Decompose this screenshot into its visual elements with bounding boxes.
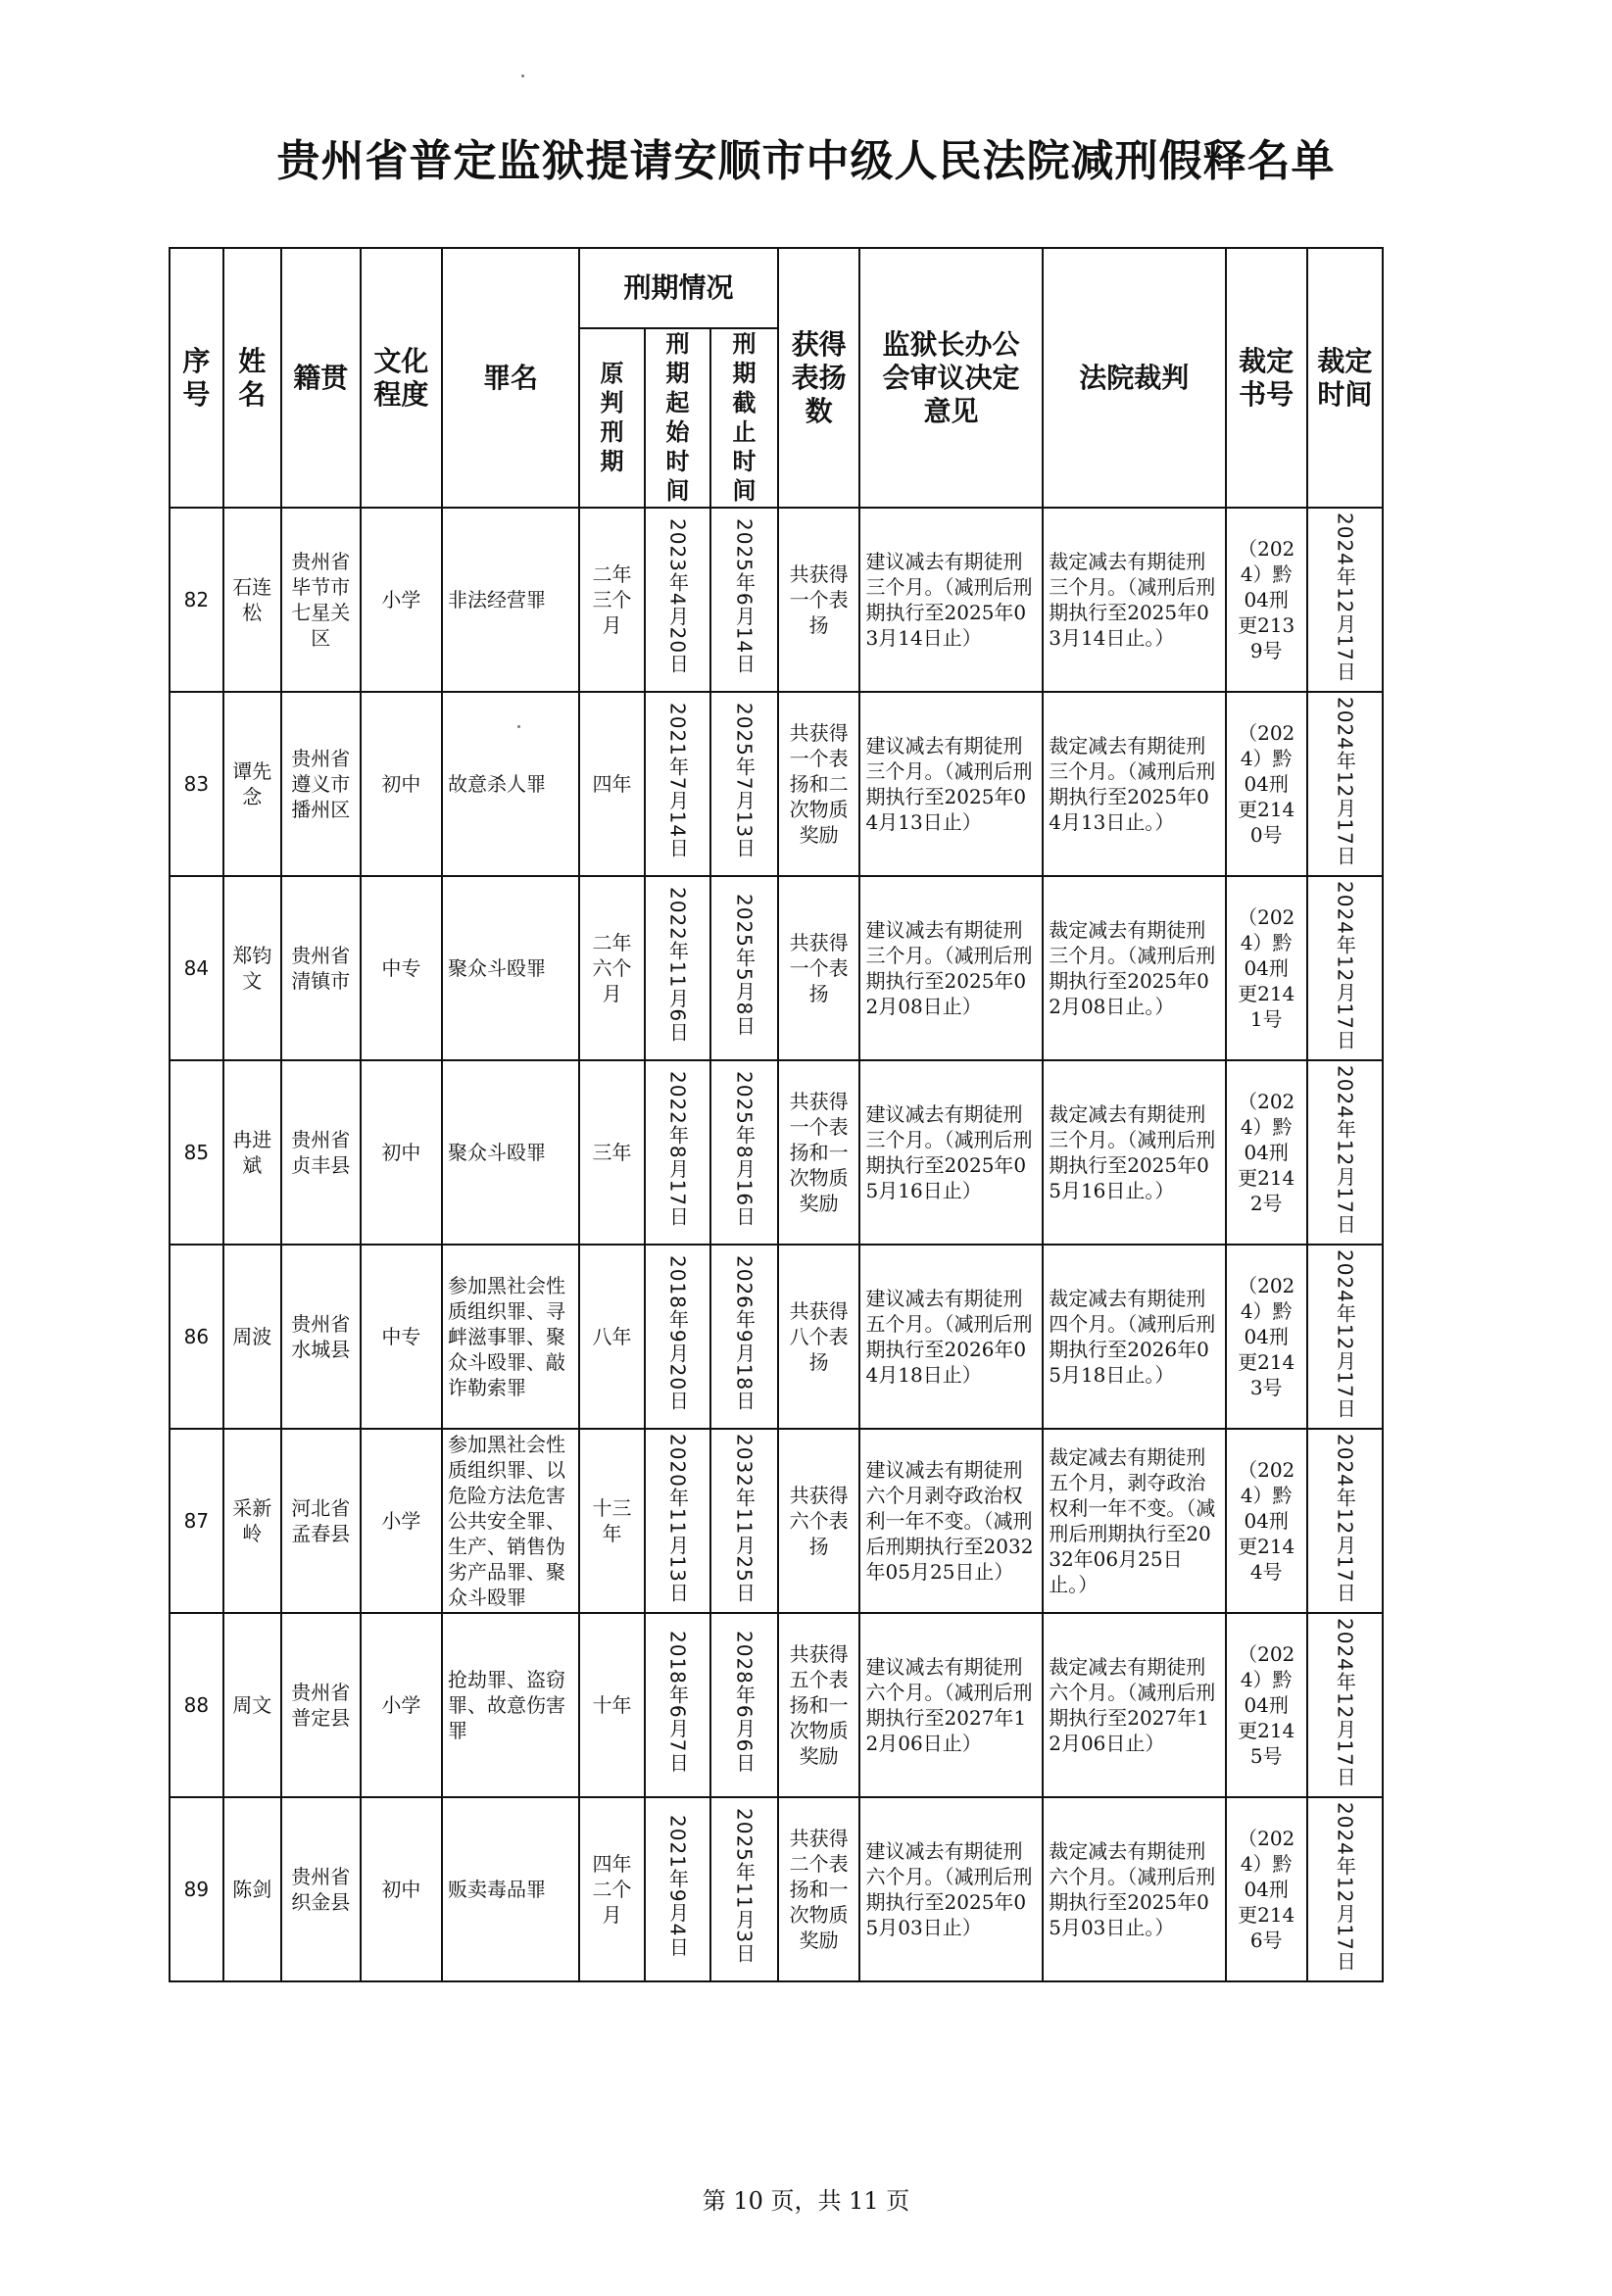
original-sentence-cell-text: 十年: [592, 1693, 632, 1717]
ruling-date-cell: [1307, 876, 1383, 1060]
name-cell: [223, 1245, 281, 1429]
education-cell-text: 中专: [381, 956, 421, 980]
commendations-cell-text: 共获得一个表扬和二次物质奖励: [789, 721, 849, 847]
warden-opinion-cell-text: 建议减去有期徒刑三个月。（减刑后刑期执行至2025年04月13日止）: [865, 734, 1033, 834]
name-cell: [223, 692, 281, 876]
origin-cell: [281, 1060, 361, 1245]
ruling-date-cell: [1307, 1060, 1383, 1245]
original-sentence-cell-text: 三年: [592, 1141, 632, 1164]
header-commendations: 获得表扬数: [778, 248, 859, 508]
start-date-cell: [645, 1613, 710, 1797]
original-sentence-cell: [579, 1429, 645, 1613]
commendations-cell-text: 共获得一个表扬: [789, 931, 849, 1005]
name-cell: [223, 1060, 281, 1245]
seq-cell: [170, 1797, 223, 1981]
end-date-cell-text: 2025年8月16日: [732, 1071, 757, 1228]
seq-cell-text: 83: [183, 772, 210, 796]
seq-cell-text: 85: [183, 1141, 210, 1164]
ruling-date-cell-text: 2024年12月17日: [1333, 1617, 1357, 1787]
warden-opinion-cell: [859, 508, 1043, 692]
education-cell: [361, 1060, 442, 1245]
education-cell-text: 中专: [381, 1325, 421, 1348]
ruling-date-cell-text: 2024年12月17日: [1333, 1248, 1357, 1419]
start-date-cell-text: 2022年11月6日: [665, 887, 690, 1044]
ruling-doc-cell: [1226, 1245, 1307, 1429]
ruling-doc-cell-text: （2024）黔04刑更2141号: [1238, 905, 1295, 1031]
seq-cell: [170, 692, 223, 876]
ruling-date-cell: [1307, 1797, 1383, 1981]
warden-opinion-cell-text: 建议减去有期徒刑三个月。（减刑后刑期执行至2025年05月16日止）: [865, 1102, 1033, 1202]
court-ruling-cell: [1043, 692, 1226, 876]
origin-cell: [281, 1613, 361, 1797]
crime-cell: [442, 692, 579, 876]
commendations-cell: [778, 508, 859, 692]
original-sentence-cell: [579, 1245, 645, 1429]
commendations-cell: [778, 1613, 859, 1797]
end-date-cell-text: 2025年7月13日: [732, 703, 757, 859]
court-ruling-cell-text: 裁定减去有期徒刑三个月。（减刑后刑期执行至2025年04月13日止。）: [1049, 734, 1216, 834]
crime-cell: [442, 508, 579, 692]
court-ruling-cell-text: 裁定减去有期徒刑五个月，剥夺政治权利一年不变。（减刑后刑期执行至2032年06月25日止。）: [1049, 1445, 1216, 1596]
crime-cell: [442, 1060, 579, 1245]
start-date-cell-text: 2020年11月13日: [665, 1433, 690, 1603]
ruling-doc-cell: [1226, 1797, 1307, 1981]
warden-opinion-cell: [859, 1613, 1043, 1797]
name-cell-text: 周文: [232, 1693, 272, 1717]
crime-cell-text: 聚众斗殴罪: [448, 956, 547, 980]
ruling-doc-cell: [1226, 1613, 1307, 1797]
end-date-cell: [710, 1060, 778, 1245]
original-sentence-cell-text: 八年: [592, 1325, 632, 1348]
header-court-ruling: 法院裁判: [1043, 248, 1226, 508]
name-cell-text: 陈剑: [232, 1878, 272, 1901]
start-date-cell-text: 2023年4月20日: [665, 518, 690, 675]
ruling-doc-cell: [1226, 1060, 1307, 1245]
origin-cell-text: 贵州省遵义市播州区: [291, 747, 351, 821]
ruling-doc-cell-text: （2024）黔04刑更2139号: [1238, 537, 1295, 662]
header-ruling-date: 裁定时间: [1307, 248, 1383, 508]
header-crime: 罪名: [442, 248, 579, 508]
commendations-cell-text: 共获得八个表扬: [789, 1299, 849, 1374]
start-date-cell: [645, 876, 710, 1060]
court-ruling-cell-text: 裁定减去有期徒刑六个月。（减刑后刑期执行至2027年12月06日止）: [1049, 1655, 1216, 1755]
original-sentence-cell-text: 二年三个月: [592, 562, 632, 637]
start-date-cell-text: 2022年8月17日: [665, 1071, 690, 1228]
table-row: [170, 508, 1383, 692]
education-cell-text: 初中: [381, 772, 421, 796]
crime-cell-text: 聚众斗殴罪: [448, 1141, 547, 1164]
ruling-doc-cell-text: （2024）黔04刑更2146号: [1238, 1827, 1295, 1952]
warden-opinion-cell: [859, 876, 1043, 1060]
commendations-cell: [778, 1429, 859, 1613]
header-ruling-doc: 裁定书号: [1226, 248, 1307, 508]
crime-cell: [442, 1245, 579, 1429]
origin-cell: [281, 508, 361, 692]
end-date-cell: [710, 1613, 778, 1797]
commendations-cell-text: 共获得六个表扬: [789, 1484, 849, 1558]
page-footer: 第 10 页，共 11 页: [702, 2187, 910, 2215]
court-ruling-cell: [1043, 1245, 1226, 1429]
origin-cell-text: 贵州省水城县: [291, 1312, 351, 1361]
original-sentence-cell: [579, 876, 645, 1060]
education-cell: [361, 1797, 442, 1981]
court-ruling-cell: [1043, 876, 1226, 1060]
name-cell: [223, 1613, 281, 1797]
crime-cell: [442, 876, 579, 1060]
end-date-cell-text: 2028年6月6日: [732, 1631, 757, 1774]
ruling-date-cell-text: 2024年12月17日: [1333, 880, 1357, 1050]
origin-cell-text: 贵州省织金县: [291, 1865, 351, 1914]
original-sentence-cell: [579, 1797, 645, 1981]
original-sentence-cell: [579, 1613, 645, 1797]
document-title: 贵州省普定监狱提请安顺市中级人民法院减刑假释名单: [276, 136, 1336, 186]
header-warden-opinion: 监狱长办公会审议决定意见: [859, 248, 1043, 508]
crime-cell: [442, 1613, 579, 1797]
end-date-cell-text: 2026年9月18日: [732, 1255, 757, 1412]
end-date-cell: [710, 1797, 778, 1981]
warden-opinion-cell: [859, 692, 1043, 876]
table-row: [170, 876, 1383, 1060]
warden-opinion-cell-text: 建议减去有期徒刑三个月。（减刑后刑期执行至2025年02月08日止）: [865, 918, 1033, 1018]
warden-opinion-cell: [859, 1060, 1043, 1245]
commendations-cell-text: 共获得五个表扬和一次物质奖励: [789, 1642, 849, 1768]
warden-opinion-cell: [859, 1797, 1043, 1981]
ruling-doc-cell-text: （2024）黔04刑更2140号: [1238, 721, 1295, 847]
name-cell-text: 石连松: [232, 575, 272, 624]
court-ruling-cell: [1043, 508, 1226, 692]
start-date-cell-text: 2021年9月4日: [665, 1815, 690, 1958]
education-cell: [361, 1613, 442, 1797]
court-ruling-cell-text: 裁定减去有期徒刑三个月。（减刑后刑期执行至2025年03月14日止。）: [1049, 550, 1216, 650]
header-name: 姓名: [223, 248, 281, 508]
seq-cell-text: 82: [183, 588, 210, 611]
ruling-date-cell: [1307, 692, 1383, 876]
start-date-cell: [645, 1060, 710, 1245]
end-date-cell-text: 2025年6月14日: [732, 518, 757, 675]
ruling-date-cell-text: 2024年12月17日: [1333, 1433, 1357, 1603]
ruling-doc-cell: [1226, 1429, 1307, 1613]
original-sentence-cell: [579, 508, 645, 692]
warden-opinion-cell-text: 建议减去有期徒刑六个月。（减刑后刑期执行至2027年12月06日止）: [865, 1655, 1033, 1755]
education-cell: [361, 508, 442, 692]
name-cell: [223, 1797, 281, 1981]
end-date-cell: [710, 1245, 778, 1429]
ruling-date-cell: [1307, 1429, 1383, 1613]
start-date-cell: [645, 508, 710, 692]
table-row: [170, 692, 1383, 876]
commendations-cell: [778, 1797, 859, 1981]
end-date-cell-text: 2025年5月8日: [732, 894, 757, 1037]
ruling-doc-cell: [1226, 508, 1307, 692]
ruling-doc-cell-text: （2024）黔04刑更2142号: [1238, 1090, 1295, 1215]
commendations-cell: [778, 1245, 859, 1429]
origin-cell-text: 河北省孟春县: [291, 1496, 351, 1545]
crime-cell: [442, 1797, 579, 1981]
commendations-cell-text: 共获得一个表扬: [789, 562, 849, 637]
ruling-doc-cell-text: （2024）黔04刑更2145号: [1238, 1642, 1295, 1768]
education-cell-text: 初中: [381, 1878, 421, 1901]
start-date-cell: [645, 1245, 710, 1429]
table-row: [170, 1429, 1383, 1613]
crime-cell-text: 抢劫罪、盗窃罪、故意伤害罪: [448, 1668, 566, 1742]
end-date-cell: [710, 692, 778, 876]
education-cell-text: 初中: [381, 1141, 421, 1164]
ruling-date-cell-text: 2024年12月17日: [1333, 1801, 1357, 1972]
court-ruling-cell-text: 裁定减去有期徒刑三个月。（减刑后刑期执行至2025年02月08日止。）: [1049, 918, 1216, 1018]
commendations-cell: [778, 876, 859, 1060]
crime-cell-text: 贩卖毒品罪: [448, 1878, 547, 1901]
ruling-date-cell-text: 2024年12月17日: [1333, 1064, 1357, 1235]
name-cell-text: 谭先念: [232, 759, 272, 808]
ruling-date-cell: [1307, 508, 1383, 692]
name-cell: [223, 508, 281, 692]
header-education: 文化程度: [361, 248, 442, 508]
seq-cell: [170, 876, 223, 1060]
crime-cell-text: 故意杀人罪: [448, 772, 547, 796]
warden-opinion-cell: [859, 1245, 1043, 1429]
seq-cell: [170, 1245, 223, 1429]
ruling-doc-cell-text: （2024）黔04刑更2144号: [1238, 1458, 1295, 1584]
origin-cell-text: 贵州省清镇市: [291, 944, 351, 993]
court-ruling-cell-text: 裁定减去有期徒刑六个月。（减刑后刑期执行至2025年05月03日止。）: [1049, 1839, 1216, 1939]
seq-cell: [170, 1613, 223, 1797]
table-row: [170, 1060, 1383, 1245]
end-date-cell: [710, 876, 778, 1060]
warden-opinion-cell-text: 建议减去有期徒刑五个月。（减刑后刑期执行至2026年04月18日止）: [865, 1287, 1033, 1387]
roster-table: [169, 247, 1384, 1982]
court-ruling-cell-text: 裁定减去有期徒刑三个月。（减刑后刑期执行至2025年05月16日止。）: [1049, 1102, 1216, 1202]
name-cell-text: 周波: [232, 1325, 272, 1348]
ruling-doc-cell: [1226, 692, 1307, 876]
table-row: [170, 1245, 1383, 1429]
court-ruling-cell: [1043, 1429, 1226, 1613]
ruling-date-cell: [1307, 1245, 1383, 1429]
education-cell-text: 小学: [381, 1693, 421, 1717]
court-ruling-cell: [1043, 1797, 1226, 1981]
original-sentence-cell: [579, 692, 645, 876]
commendations-cell-text: 共获得二个表扬和一次物质奖励: [789, 1827, 849, 1952]
name-cell: [223, 1429, 281, 1613]
name-cell-text: 冉进斌: [232, 1128, 272, 1177]
warden-opinion-cell: [859, 1429, 1043, 1613]
name-cell-text: 采新岭: [232, 1496, 272, 1545]
ruling-date-cell-text: 2024年12月17日: [1333, 512, 1357, 682]
seq-cell-text: 84: [183, 956, 210, 980]
end-date-cell: [710, 1429, 778, 1613]
commendations-cell: [778, 692, 859, 876]
end-date-cell-text: 2032年11月25日: [732, 1433, 757, 1603]
seq-cell-text: 86: [183, 1325, 210, 1348]
name-cell-text: 郑钧文: [232, 944, 272, 993]
origin-cell: [281, 1429, 361, 1613]
education-cell: [361, 876, 442, 1060]
origin-cell-text: 贵州省毕节市七星关区: [291, 550, 351, 650]
start-date-cell: [645, 1429, 710, 1613]
warden-opinion-cell-text: 建议减去有期徒刑三个月。（减刑后刑期执行至2025年03月14日止）: [865, 550, 1033, 650]
original-sentence-cell: [579, 1060, 645, 1245]
seq-cell: [170, 1060, 223, 1245]
start-date-cell: [645, 1797, 710, 1981]
crime-cell: [442, 1429, 579, 1613]
origin-cell-text: 贵州省贞丰县: [291, 1128, 351, 1177]
end-date-cell-text: 2025年11月3日: [732, 1808, 757, 1965]
table-row: [170, 1797, 1383, 1981]
start-date-cell-text: 2021年7月14日: [665, 703, 690, 859]
start-date-cell-text: 2018年6月7日: [665, 1631, 690, 1774]
education-cell: [361, 1245, 442, 1429]
header-origin: 籍贯: [281, 248, 361, 508]
header-original-sentence: 原判刑期: [579, 328, 645, 508]
original-sentence-cell-text: 十三年: [592, 1496, 632, 1545]
table-row: [170, 1613, 1383, 1797]
seq-cell-text: 89: [183, 1878, 210, 1901]
commendations-cell-text: 共获得一个表扬和一次物质奖励: [789, 1090, 849, 1215]
origin-cell: [281, 1245, 361, 1429]
roster-body: [170, 508, 1383, 1981]
scan-speck: [521, 74, 524, 77]
ruling-date-cell-text: 2024年12月17日: [1333, 696, 1357, 866]
crime-cell-text: 参加黑社会性质组织罪、寻衅滋事罪、聚众斗殴罪、敲诈勒索罪: [448, 1274, 566, 1399]
ruling-doc-cell-text: （2024）黔04刑更2143号: [1238, 1274, 1295, 1399]
seq-cell-text: 87: [183, 1509, 210, 1533]
origin-cell: [281, 692, 361, 876]
origin-cell: [281, 876, 361, 1060]
end-date-cell: [710, 508, 778, 692]
origin-cell-text: 贵州省普定县: [291, 1681, 351, 1730]
crime-cell-text: 参加黑社会性质组织罪、以危险方法危害公共安全罪、生产、销售伪劣产品罪、聚众斗殴罪: [448, 1433, 566, 1609]
start-date-cell: [645, 692, 710, 876]
court-ruling-cell: [1043, 1060, 1226, 1245]
commendations-cell: [778, 1060, 859, 1245]
original-sentence-cell-text: 四年: [592, 772, 632, 796]
header-sentence-group: 刑期情况: [579, 248, 778, 328]
crime-cell-text: 非法经营罪: [448, 588, 547, 611]
name-cell: [223, 876, 281, 1060]
ruling-doc-cell: [1226, 876, 1307, 1060]
start-date-cell-text: 2018年9月20日: [665, 1255, 690, 1412]
header-seq: 序号: [170, 248, 223, 508]
ruling-date-cell: [1307, 1613, 1383, 1797]
original-sentence-cell-text: 四年二个月: [592, 1852, 632, 1927]
education-cell-text: 小学: [381, 1509, 421, 1533]
education-cell: [361, 692, 442, 876]
court-ruling-cell: [1043, 1613, 1226, 1797]
court-ruling-cell-text: 裁定减去有期徒刑四个月。（减刑后刑期执行至2026年05月18日止。）: [1049, 1287, 1216, 1387]
warden-opinion-cell-text: 建议减去有期徒刑六个月。（减刑后刑期执行至2025年05月03日止）: [865, 1839, 1033, 1939]
origin-cell: [281, 1797, 361, 1981]
seq-cell: [170, 508, 223, 692]
seq-cell-text: 88: [183, 1693, 210, 1717]
seq-cell: [170, 1429, 223, 1613]
education-cell-text: 小学: [381, 588, 421, 611]
original-sentence-cell-text: 二年六个月: [592, 931, 632, 1005]
header-end-date: 刑期截止时间: [710, 328, 778, 508]
warden-opinion-cell-text: 建议减去有期徒刑六个月剥夺政治权利一年不变。（减刑后刑期执行至2032年05月25日止）: [865, 1458, 1034, 1584]
header-start-date: 刑期起始时间: [645, 328, 710, 508]
education-cell: [361, 1429, 442, 1613]
